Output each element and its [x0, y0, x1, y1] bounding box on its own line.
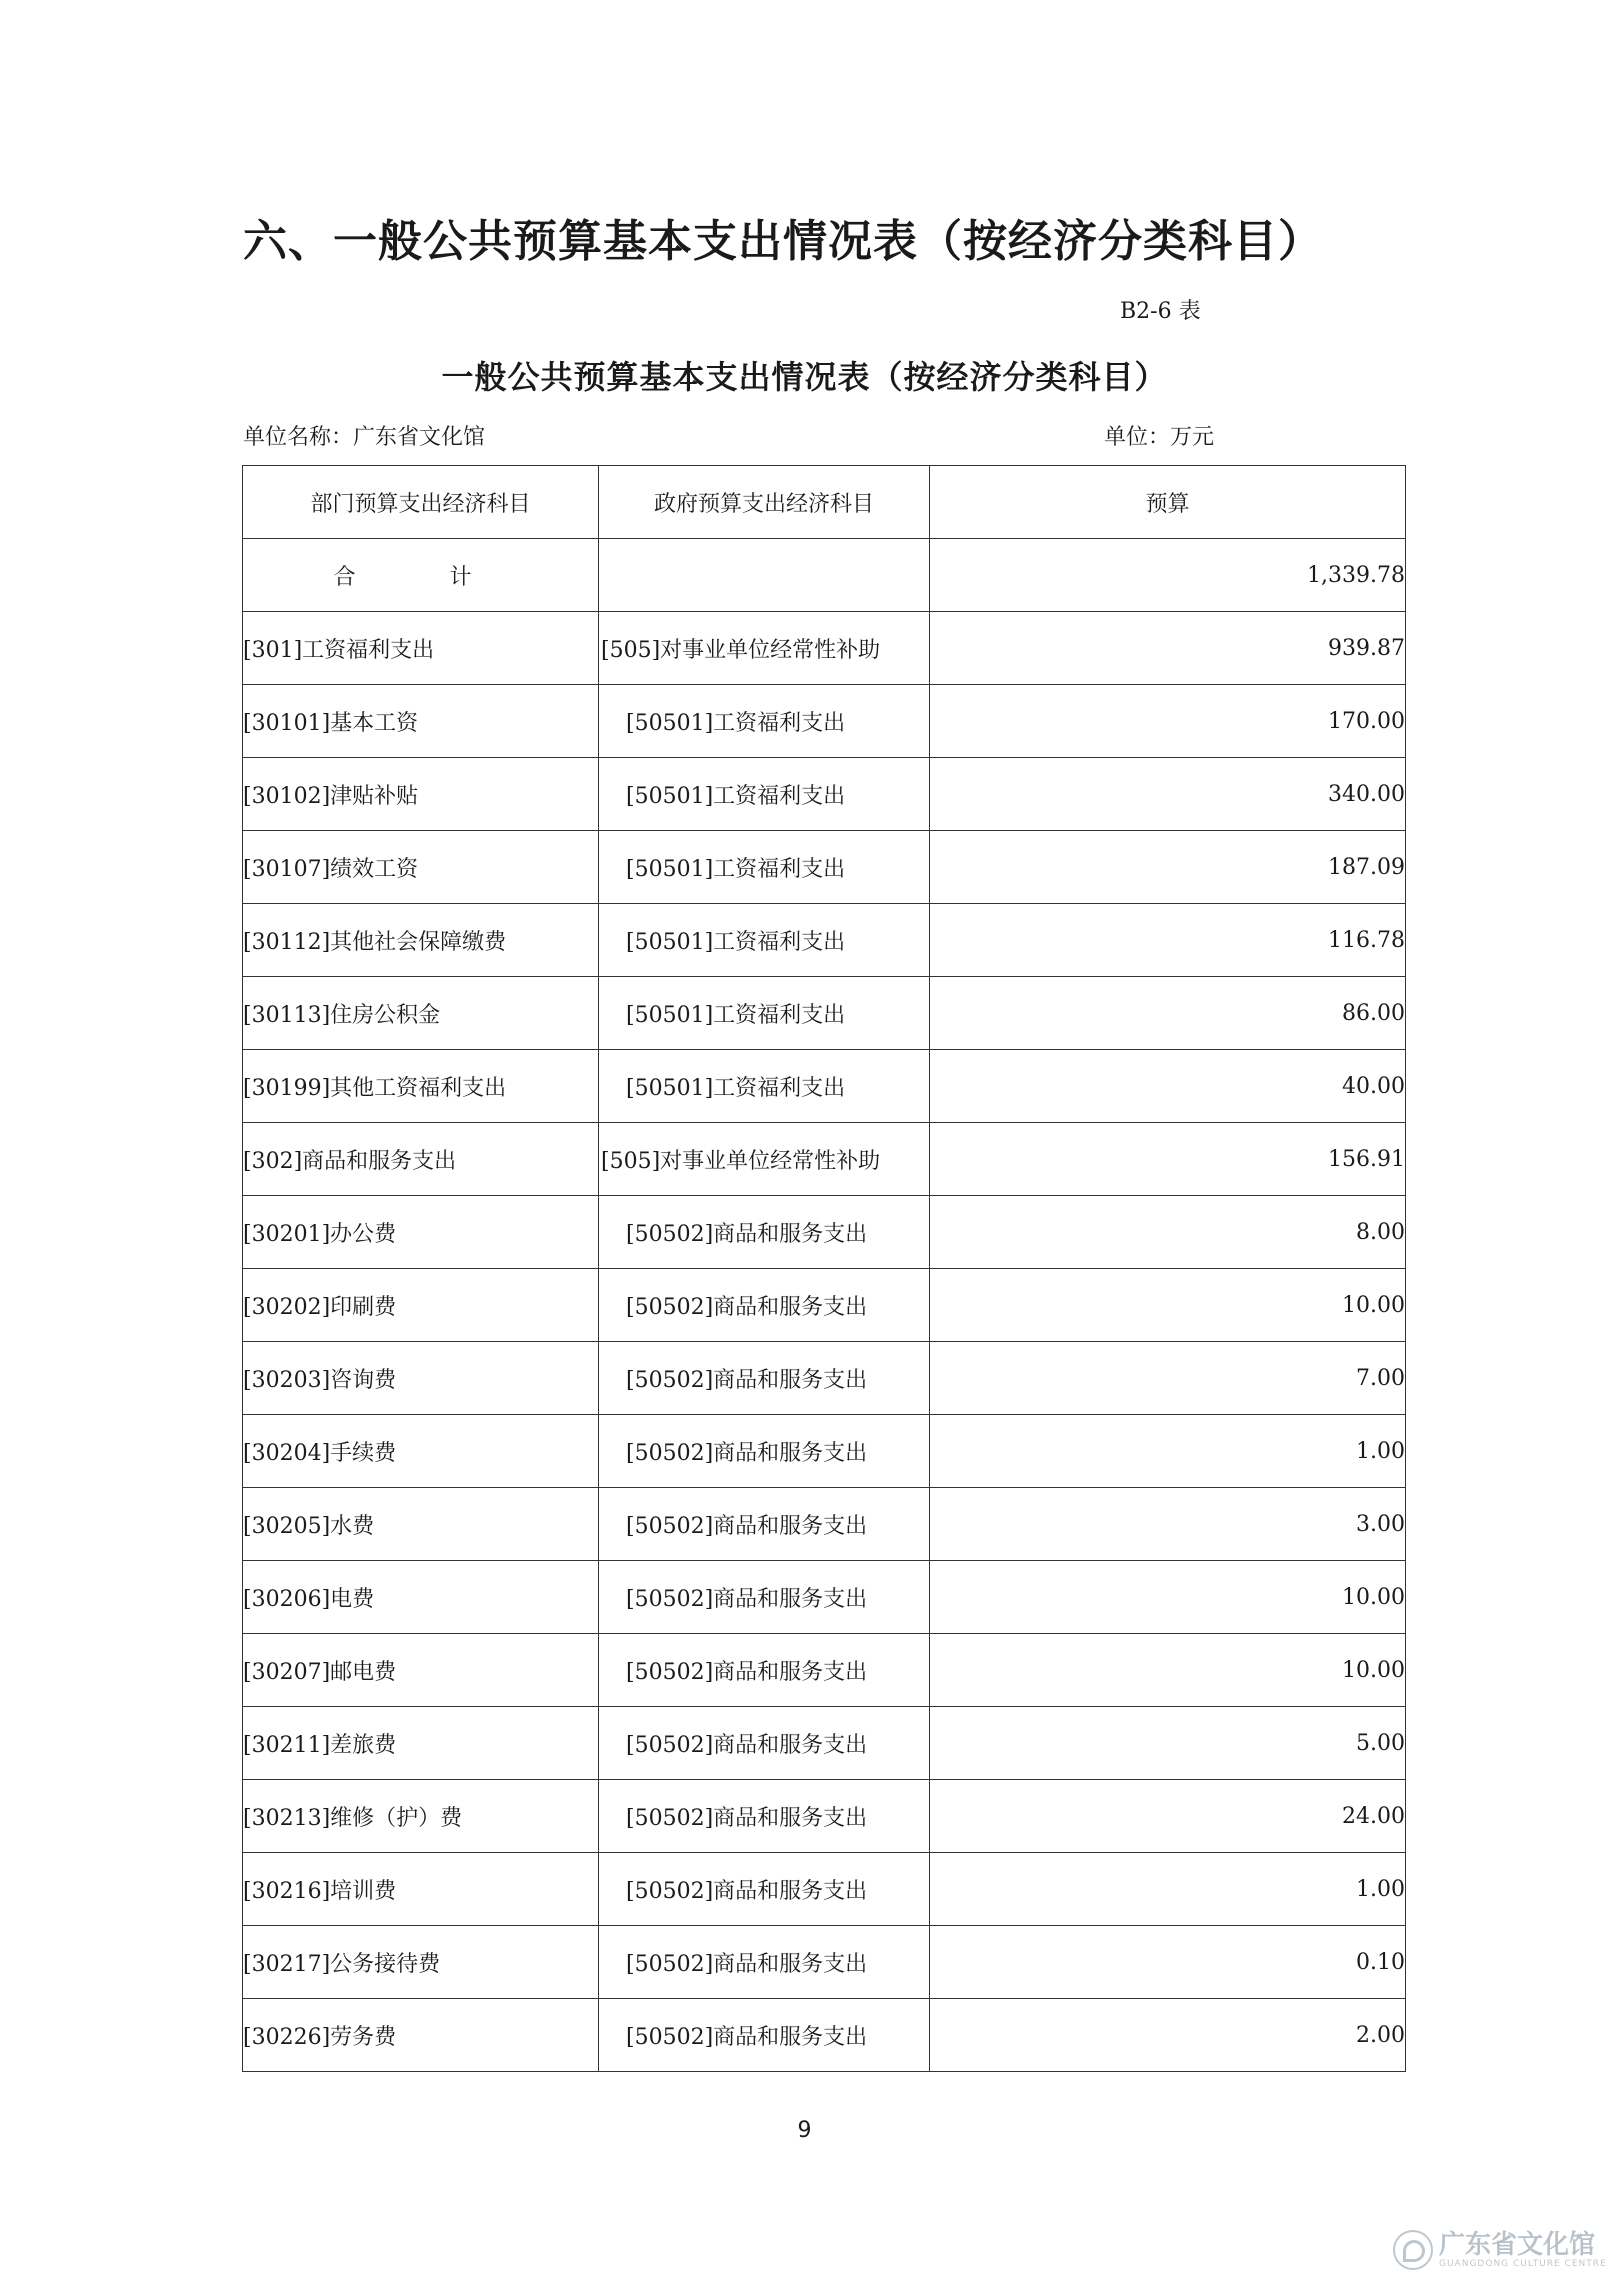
header-dept-econ: 部门预算支出经济科目	[243, 466, 599, 539]
table-row	[243, 1488, 1406, 1561]
dept-econ-cell: [30101]基本工资	[243, 685, 599, 758]
gov-econ-cell: [505]对事业单位经常性补助	[599, 612, 930, 685]
gov-econ-cell: [50502]商品和服务支出	[599, 1853, 930, 1926]
unit-name: 单位名称：广东省文化馆	[243, 425, 486, 450]
gov-econ-cell: [50502]商品和服务支出	[599, 1999, 930, 2072]
gov-econ-cell: [50501]工资福利支出	[599, 977, 930, 1050]
table-row	[243, 1415, 1406, 1488]
page-number: 9	[797, 2118, 812, 2143]
table-row	[243, 1926, 1406, 1999]
table-row	[243, 1561, 1406, 1634]
table-row	[243, 612, 1406, 685]
budget-amount-cell: 156.91	[930, 1123, 1406, 1196]
budget-amount-cell: 24.00	[930, 1780, 1406, 1853]
gov-econ-cell: [50502]商品和服务支出	[599, 1488, 930, 1561]
budget-amount-cell: 10.00	[930, 1561, 1406, 1634]
gov-econ-cell: [50502]商品和服务支出	[599, 1196, 930, 1269]
gov-econ-cell: [50502]商品和服务支出	[599, 1269, 930, 1342]
dept-econ-cell: [30207]邮电费	[243, 1634, 599, 1707]
gov-econ-cell: [50502]商品和服务支出	[599, 1707, 930, 1780]
budget-amount-cell: 10.00	[930, 1269, 1406, 1342]
budget-amount-cell: 0.10	[930, 1926, 1406, 1999]
table-row	[243, 904, 1406, 977]
dept-econ-cell: [30201]办公费	[243, 1196, 599, 1269]
gov-econ-cell: [50501]工资福利支出	[599, 758, 930, 831]
unit-label: 单位：万元	[1104, 425, 1215, 450]
dept-econ-cell: [30217]公务接待费	[243, 1926, 599, 1999]
table-row	[243, 1707, 1406, 1780]
dept-econ-cell: [30202]印刷费	[243, 1269, 599, 1342]
budget-amount-cell: 7.00	[930, 1342, 1406, 1415]
dept-econ-cell: [30204]手续费	[243, 1415, 599, 1488]
table-row	[243, 831, 1406, 904]
dept-econ-cell: [30113]住房公积金	[243, 977, 599, 1050]
total-amount: 1,339.78	[930, 539, 1406, 612]
gov-econ-cell: [50501]工资福利支出	[599, 1050, 930, 1123]
table-row	[243, 1050, 1406, 1123]
total-gov	[599, 539, 930, 612]
culture-centre-logo-icon	[1393, 2230, 1433, 2270]
gov-econ-cell: [50502]商品和服务支出	[599, 1415, 930, 1488]
dept-econ-cell: [30216]培训费	[243, 1853, 599, 1926]
table-code: B2-6 表	[1120, 299, 1201, 324]
budget-amount-cell: 939.87	[930, 612, 1406, 685]
total-label: 合 计	[243, 539, 599, 612]
dept-econ-cell: [30112]其他社会保障缴费	[243, 904, 599, 977]
header-gov-econ: 政府预算支出经济科目	[599, 466, 930, 539]
gov-econ-cell: [50501]工资福利支出	[599, 685, 930, 758]
watermark	[1393, 2230, 1607, 2270]
budget-table	[242, 465, 1406, 2072]
table-row	[243, 1269, 1406, 1342]
dept-econ-cell: [30199]其他工资福利支出	[243, 1050, 599, 1123]
budget-amount-cell: 187.09	[930, 831, 1406, 904]
gov-econ-cell: [505]对事业单位经常性补助	[599, 1123, 930, 1196]
gov-econ-cell: [50502]商品和服务支出	[599, 1342, 930, 1415]
budget-amount-cell: 3.00	[930, 1488, 1406, 1561]
section-title: 六、一般公共预算基本支出情况表（按经济分类科目）	[243, 216, 1323, 267]
budget-amount-cell: 40.00	[930, 1050, 1406, 1123]
dept-econ-cell: [30203]咨询费	[243, 1342, 599, 1415]
budget-amount-cell: 1.00	[930, 1853, 1406, 1926]
header-budget: 预算	[930, 466, 1406, 539]
budget-amount-cell: 86.00	[930, 977, 1406, 1050]
budget-amount-cell: 340.00	[930, 758, 1406, 831]
watermark-en: GUANGDONG CULTURE CENTRE	[1439, 2259, 1607, 2269]
dept-econ-cell: [30205]水费	[243, 1488, 599, 1561]
table-row	[243, 758, 1406, 831]
table-row	[243, 1999, 1406, 2072]
table-row	[243, 1196, 1406, 1269]
dept-econ-cell: [30206]电费	[243, 1561, 599, 1634]
table-row	[243, 1780, 1406, 1853]
gov-econ-cell: [50502]商品和服务支出	[599, 1926, 930, 1999]
dept-econ-cell: [30107]绩效工资	[243, 831, 599, 904]
table-row	[243, 1853, 1406, 1926]
budget-amount-cell: 1.00	[930, 1415, 1406, 1488]
table-row	[243, 1123, 1406, 1196]
budget-amount-cell: 10.00	[930, 1634, 1406, 1707]
budget-amount-cell: 170.00	[930, 685, 1406, 758]
dept-econ-cell: [30226]劳务费	[243, 1999, 599, 2072]
dept-econ-cell: [30213]维修（护）费	[243, 1780, 599, 1853]
watermark-cn: 广东省文化馆	[1439, 2230, 1596, 2260]
gov-econ-cell: [50501]工资福利支出	[599, 831, 930, 904]
table-row	[243, 1342, 1406, 1415]
budget-amount-cell: 8.00	[930, 1196, 1406, 1269]
dept-econ-cell: [30211]差旅费	[243, 1707, 599, 1780]
table-row	[243, 1634, 1406, 1707]
budget-amount-cell: 2.00	[930, 1999, 1406, 2072]
gov-econ-cell: [50502]商品和服务支出	[599, 1561, 930, 1634]
table-row	[243, 685, 1406, 758]
total-row	[243, 539, 1406, 612]
budget-amount-cell: 116.78	[930, 904, 1406, 977]
budget-amount-cell: 5.00	[930, 1707, 1406, 1780]
dept-econ-cell: [301]工资福利支出	[243, 612, 599, 685]
table-header-row	[243, 466, 1406, 539]
table-title: 一般公共预算基本支出情况表（按经济分类科目）	[441, 358, 1168, 396]
gov-econ-cell: [50502]商品和服务支出	[599, 1780, 930, 1853]
gov-econ-cell: [50501]工资福利支出	[599, 904, 930, 977]
dept-econ-cell: [302]商品和服务支出	[243, 1123, 599, 1196]
table-row	[243, 977, 1406, 1050]
dept-econ-cell: [30102]津贴补贴	[243, 758, 599, 831]
gov-econ-cell: [50502]商品和服务支出	[599, 1634, 930, 1707]
